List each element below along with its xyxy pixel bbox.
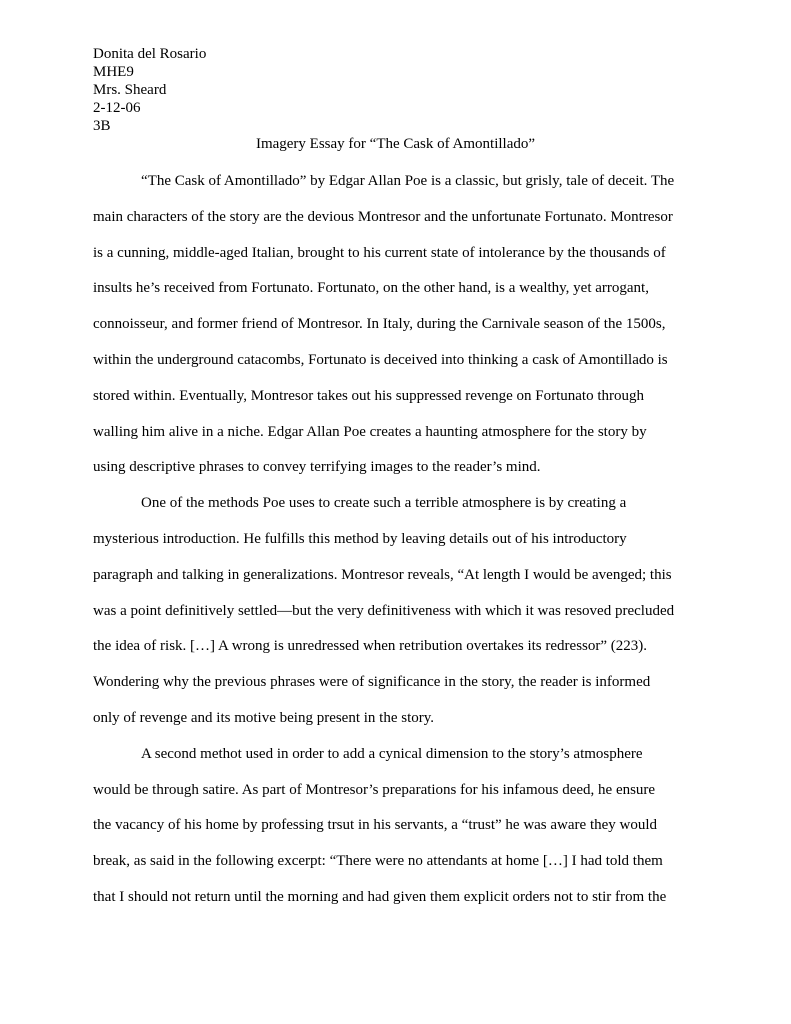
text-line: was a point definitively settled—but the very definitiveness with which it was resoved precluded: [93, 602, 675, 619]
text-line: that I should not return until the morning and had given them explicit orders not to stir from the: [93, 888, 667, 905]
text-line: within the underground catacombs, Fortunato is deceived into thinking a cask of Amontillado is: [93, 351, 668, 368]
text-line: is a cunning, middle-aged Italian, brought to his current state of intolerance by the thousands of: [93, 244, 666, 261]
essay-title: Imagery Essay for “The Cask of Amontillado”: [255, 136, 536, 152]
class-period: 3B: [93, 118, 111, 134]
paragraph: [93, 170, 698, 492]
text-line: the idea of risk. […] A wrong is unredressed when retribution overtakes its redressor” (223).: [93, 638, 648, 655]
text-line: connoisseur, and former friend of Montresor. In Italy, during the Carnivale season of the 1500s,: [93, 316, 666, 333]
text-line: break, as said in the following excerpt: “There were no attendants at home […] I had told them: [93, 853, 663, 870]
paragraph: [93, 492, 698, 743]
text-line: walling him alive in a niche. Edgar Allan Poe creates a haunting atmosphere for the story by: [93, 423, 647, 440]
text-line: stored within. Eventually, Montresor takes out his suppressed revenge on Fortunato through: [93, 387, 645, 404]
text-line: Wondering why the previous phrases were of significance in the story, the reader is informed: [93, 674, 651, 691]
essay-body: [93, 170, 698, 922]
essay-date: 2-12-06: [93, 100, 141, 116]
author-name: Donita del Rosario: [93, 46, 207, 62]
text-line: using descriptive phrases to convey terrifying images to the reader’s mind.: [93, 459, 541, 476]
text-line: mysterious introduction. He fulfills this method by leaving details out of his introductory: [93, 530, 627, 547]
text-line: the vacancy of his home by professing trsut in his servants, a “trust” he was aware they would: [93, 817, 658, 834]
text-line: One of the methods Poe uses to create such a terrible atmosphere is by creating a: [141, 495, 627, 512]
text-line: A second methot used in order to add a cynical dimension to the story’s atmosphere: [141, 745, 643, 762]
text-line: paragraph and talking in generalizations. Montresor reveals, “At length I would be avenged; this: [93, 566, 672, 583]
text-line: “The Cask of Amontillado” by Edgar Allan Poe is a classic, but grisly, tale of deceit. The: [141, 173, 675, 189]
course-code: MHE9: [93, 64, 134, 80]
paragraph: [93, 743, 698, 922]
text-line: would be through satire. As part of Montresor’s preparations for his infamous deed, he ensure: [93, 781, 656, 798]
text-line: insults he’s received from Fortunato. Fortunato, on the other hand, is a wealthy, yet arrogant,: [93, 280, 649, 297]
text-line: only of revenge and its motive being present in the story.: [93, 709, 435, 726]
teacher-name: Mrs. Sheard: [93, 82, 167, 98]
essay-header: [93, 45, 393, 135]
text-line: main characters of the story are the devious Montresor and the unfortunate Fortunato. Montresor: [93, 208, 673, 225]
